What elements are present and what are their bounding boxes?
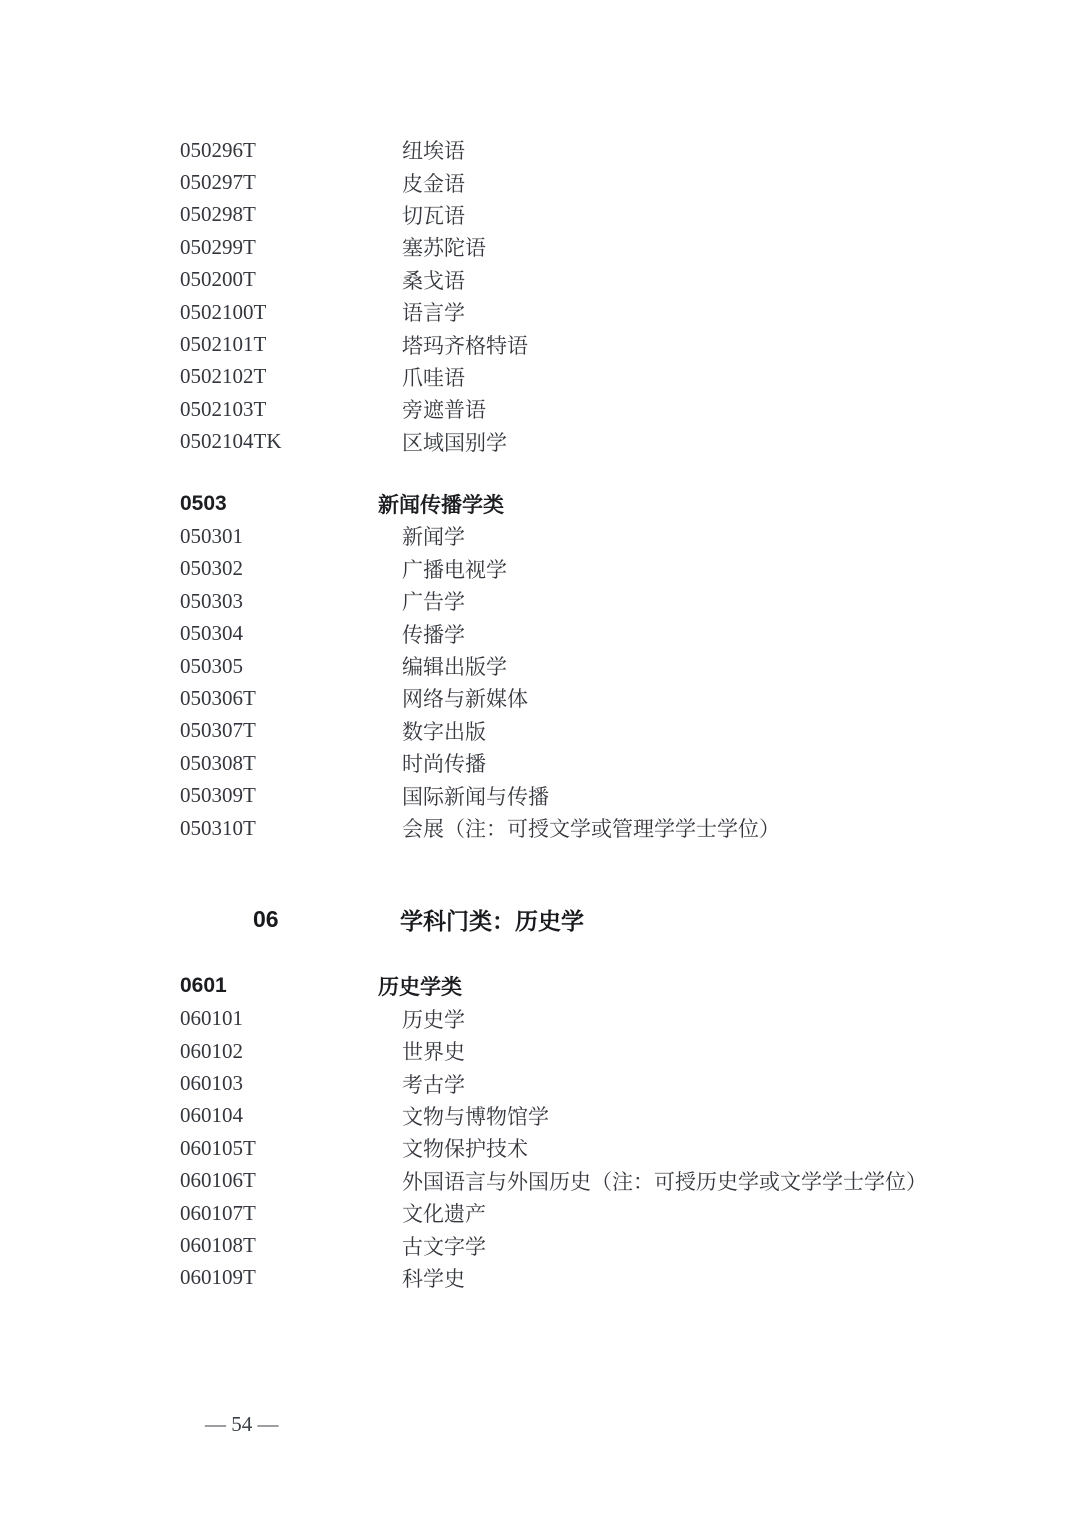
catalog-row [180, 812, 1050, 844]
major-code: 060106T [180, 1168, 256, 1193]
catalog-row [180, 328, 1050, 360]
major-code: 0502103T [180, 396, 267, 421]
major-code: 060105T [180, 1135, 256, 1160]
major-name: 塞苏陀语 [402, 236, 486, 261]
major-name: 塔玛齐格特语 [402, 333, 528, 358]
catalog-row [180, 650, 1050, 682]
section-title: 新闻传播学类 [378, 494, 504, 518]
catalog-row [180, 617, 1050, 649]
major-code: 050305 [180, 653, 243, 678]
catalog-row [180, 1003, 1050, 1035]
major-code: 060104 [180, 1103, 243, 1128]
major-code: 050299T [180, 234, 256, 259]
catalog-row [180, 1067, 1050, 1099]
catalog-row [180, 426, 1050, 458]
major-code: 050304 [180, 621, 243, 646]
major-code: 0502101T [180, 332, 267, 357]
major-name: 文物保护技术 [402, 1137, 528, 1162]
section-code: 0503 [180, 492, 227, 516]
catalog-row [180, 361, 1050, 393]
catalog-row [180, 682, 1050, 714]
catalog-row [180, 1229, 1050, 1261]
division-title: 学科门类：历史学 [400, 907, 584, 934]
catalog-row [180, 199, 1050, 231]
catalog-row [180, 1165, 1050, 1197]
major-name: 古文字学 [402, 1234, 486, 1259]
major-name: 世界史 [402, 1040, 465, 1065]
major-name: 文物与博物馆学 [402, 1104, 549, 1129]
catalog-row [180, 296, 1050, 328]
major-name: 考古学 [402, 1072, 465, 1097]
major-code: 050296T [180, 137, 256, 162]
foreign-language-majors-list [180, 134, 1050, 458]
major-name: 切瓦语 [402, 203, 465, 228]
major-code: 060107T [180, 1200, 256, 1225]
major-code: 050309T [180, 783, 256, 808]
major-name: 广告学 [402, 590, 465, 615]
major-catalog-content [180, 134, 1050, 1294]
major-name: 网络与新媒体 [402, 687, 528, 712]
major-code: 0502100T [180, 299, 267, 324]
catalog-row [180, 520, 1050, 552]
section-code: 0601 [180, 974, 227, 998]
major-name: 旁遮普语 [402, 398, 486, 423]
catalog-row [180, 779, 1050, 811]
catalog-row [180, 553, 1050, 585]
major-name: 纽埃语 [402, 139, 465, 164]
major-code: 060108T [180, 1233, 256, 1258]
major-name: 文化遗产 [402, 1202, 486, 1227]
journalism-communication-majors-list [180, 520, 1050, 844]
catalog-row [180, 264, 1050, 296]
catalog-row [180, 393, 1050, 425]
major-code: 060101 [180, 1006, 243, 1031]
major-code: 060102 [180, 1038, 243, 1063]
major-name: 数字出版 [402, 719, 486, 744]
history-majors-list [180, 1003, 1050, 1295]
major-code: 0502102T [180, 364, 267, 389]
major-name: 爪哇语 [402, 365, 465, 390]
major-name: 外国语言与外国历史（注：可授历史学或文学学士学位） [402, 1169, 927, 1194]
major-name: 会展（注：可授文学或管理学学士学位） [402, 817, 780, 841]
catalog-row [180, 715, 1050, 747]
major-code: 050301 [180, 523, 243, 548]
section-title: 历史学类 [378, 976, 462, 1000]
division-header-06 [180, 901, 1050, 937]
catalog-row [180, 1197, 1050, 1229]
major-name: 桑戈语 [402, 268, 465, 293]
catalog-row [180, 1132, 1050, 1164]
major-name: 传播学 [402, 622, 465, 647]
major-code: 050200T [180, 267, 256, 292]
major-code: 050306T [180, 685, 256, 710]
major-code: 050302 [180, 556, 243, 581]
division-code: 06 [253, 905, 279, 932]
catalog-row [180, 166, 1050, 198]
major-name: 皮金语 [402, 171, 465, 196]
major-name: 国际新闻与传播 [402, 784, 549, 809]
catalog-row [180, 134, 1050, 166]
major-code: 050307T [180, 718, 256, 743]
catalog-row [180, 585, 1050, 617]
catalog-row [180, 231, 1050, 263]
major-name: 语言学 [402, 301, 465, 326]
page-number: — 54 — [205, 1412, 279, 1436]
major-name: 历史学 [402, 1007, 465, 1032]
major-code: 050310T [180, 815, 256, 840]
major-code: 050308T [180, 750, 256, 775]
major-code: 050298T [180, 202, 256, 227]
major-name: 新闻学 [402, 525, 465, 550]
catalog-row [180, 747, 1050, 779]
major-name: 区域国别学 [402, 430, 507, 455]
major-code: 0502104TK [180, 429, 282, 454]
section-header-0601 [180, 970, 1050, 1002]
major-name: 时尚传播 [402, 752, 486, 777]
major-name: 编辑出版学 [402, 655, 507, 680]
major-name: 广播电视学 [402, 557, 507, 582]
catalog-row [180, 1100, 1050, 1132]
catalog-row [180, 1035, 1050, 1067]
section-header-0503 [180, 488, 1050, 520]
catalog-row [180, 1262, 1050, 1294]
major-code: 060109T [180, 1265, 256, 1290]
major-code: 050297T [180, 170, 256, 195]
major-code: 050303 [180, 588, 243, 613]
major-name: 科学史 [402, 1266, 465, 1291]
major-code: 060103 [180, 1071, 243, 1096]
